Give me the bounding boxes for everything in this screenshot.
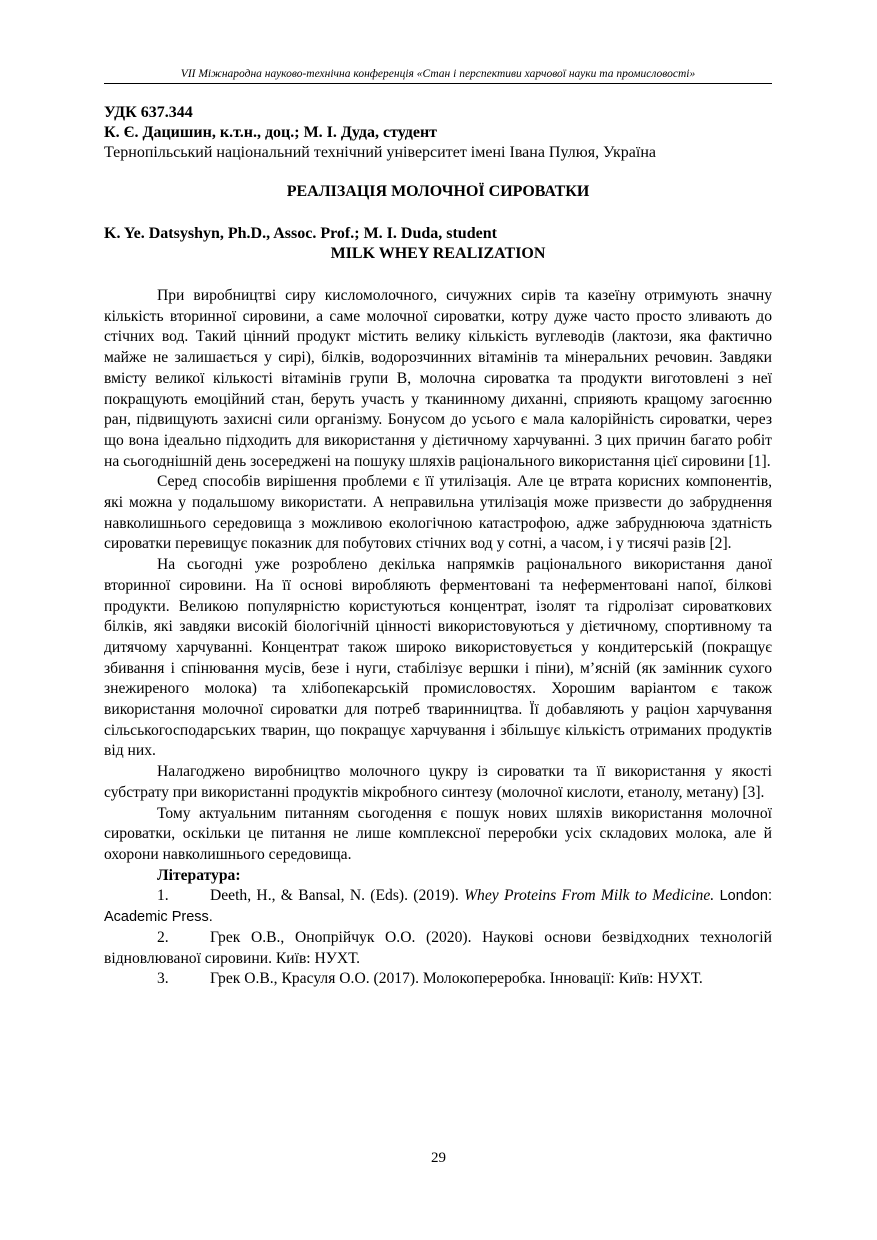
reference-title: Whey Proteins From Milk to Medicine.	[464, 887, 715, 905]
page-number: 29	[431, 1150, 446, 1166]
article-body	[104, 286, 772, 990]
reference-item	[104, 886, 772, 927]
reference-text: Грек О.В., Красуля О.О. (2017). Молокопереробка. Інновації: Київ: НУХТ.	[210, 970, 703, 988]
authors-en: K. Ye. Datsyshyn, Ph.D., Assoc. Prof.; M. I. Duda, student	[104, 225, 497, 242]
title-en: MILK WHEY REALIZATION	[330, 245, 546, 262]
paragraph: Серед способів вирішення проблеми є її утилізація. Але це втрата корисних компонентів, які можна у подальшому використати. А неправильна утилізація може призвести до забруднення навколишнього середовища з можливою екологічною катастрофою, адже забруднююча здатність сироватки перевищує показник для побутових стічних вод у сотні, а часом, і у тисячі разів [2].	[104, 473, 772, 553]
udk-code: УДК 637.344	[104, 104, 193, 121]
literature-heading: Література:	[157, 866, 241, 884]
paragraph: При виробництві сиру кисломолочного, сичужних сирів та казеїну отримують значну кількість вторинної сировини, а саме молочної сироватки, котру дуже часто просто зливають до стічних вод. Такий цінний продукт містить велику кількість вуглеводів (лактози, яка фактично майже не залишається у сирі), білків, водорозчинних вітамінів та мінеральних речовин. Завдяки вмісту великої кількості вітамінів групи В, молочна сироватка та продукти виготовлені з неї покращують емоційний стан, беруть участь у тканинному диханні, сприяють кращому загоєнню ран, підвищують захисні сили організму. Бонусом до усього є мала калорійність сироватки, через що вона ідеально підходить для використання у дієтичному харчуванні. З цих причин багато робіт на сьогоднішній день зосереджені на пошуку шляхів раціонального використання цієї сировини [1].	[104, 287, 772, 470]
paragraph: Тому актуальним питанням сьогодення є пошук нових шляхів використання молочної сироватки, оскільки це питання не лише комплексної переробки усіх складових молока, але й охорони навколишнього середовища.	[104, 804, 772, 863]
reference-text: Грек О.В., Онопрійчук О.О. (2020). Наукові основи безвідходних технологій відновлюваної сировини. Київ: НУХТ.	[104, 928, 772, 967]
paragraph: На сьогодні уже розроблено декілька напрямків раціонального використання даної вторинної сировини. На її основі виробляють ферментовані та неферментовані напої, білкові продукти. Великою популярністю користуються концентрат, ізолят та гідролізат сироваткових білків, які завдяки високій біологічній цінності використовуються у дієтичному, спортивному та дитячому харчуванні. Концентрат також широко використовується у кондитерській (покращує збивання і спінювання мусів, безе і нуги, стабілізує вершки і піни), м’ясній (як замінник сухого знежиреного молока) та хлібопекарській промисловостях. Хорошим варіантом є також використання молочної сироватки для потреб тваринництва. Її добавляють у раціон харчування сільськогосподарських тварин, що покращує харчування і збільшує кількість отриманих продуктів від них.	[104, 556, 772, 760]
reference-number: 3.	[157, 970, 169, 988]
paragraph: Налагоджено виробництво молочного цукру із сироватки та її використання у якості субстрату при використанні продуктів мікробного синтезу (молочної кислоти, етанолу, метану) [3].	[104, 763, 772, 801]
reference-item	[104, 969, 772, 990]
reference-text: Deeth, H., & Bansal, N. (Eds). (2019).	[210, 887, 465, 905]
conference-header: VII Міжнародна науково-технічна конференція «Стан і перспективи харчової науки та промисловості»	[104, 67, 772, 84]
title-ua: РЕАЛІЗАЦІЯ МОЛОЧНОЇ СИРОВАТКИ	[286, 183, 590, 200]
reference-number: 2.	[157, 928, 169, 946]
reference-number: 1.	[157, 887, 169, 905]
reference-publisher: London: Academic Press.	[104, 888, 772, 926]
authors-ua: К. Є. Дацишин, к.т.н., доц.; М. І. Дуда, студент	[104, 124, 438, 141]
affiliation: Тернопільський національний технічний університет імені Івана Пулюя, Україна	[104, 144, 656, 161]
reference-item	[104, 928, 772, 969]
